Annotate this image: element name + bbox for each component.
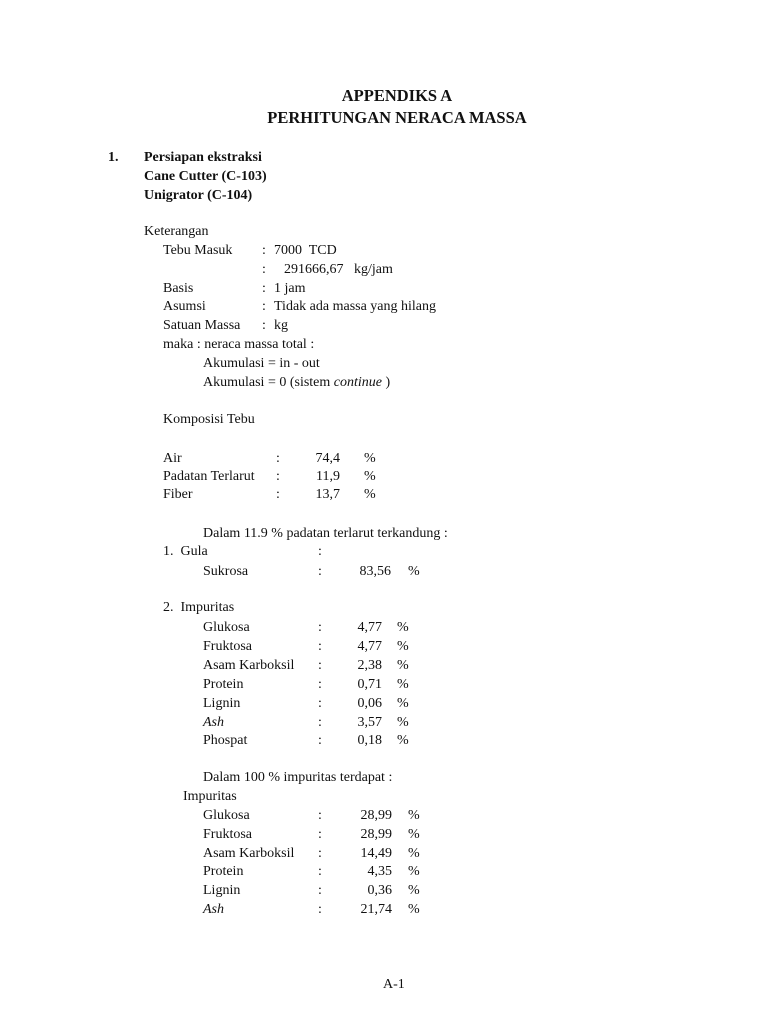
komposisi-heading: Komposisi Tebu [163, 412, 255, 427]
keterangan-row-label: Asumsi [163, 299, 206, 315]
komposisi-unit: % [364, 487, 376, 502]
colon: : [318, 714, 322, 730]
impuritas100-item-unit: % [408, 864, 420, 880]
impuritas100-item-label: Fruktosa [203, 826, 252, 842]
komposisi-label: Padatan Terlarut [163, 469, 255, 484]
impuritas100-item-value: 28,99 [360, 826, 392, 842]
colon: : [318, 733, 322, 749]
komposisi-value: 74,4 [315, 451, 340, 466]
impuritas-item-label: Protein [203, 676, 244, 692]
impuritas100-item-unit: % [408, 845, 420, 861]
komposisi-value: 13,7 [315, 487, 340, 502]
impuritas-item-unit: % [397, 695, 409, 711]
impuritas-item-label: Glukosa [203, 620, 250, 635]
impuritas-intro: Dalam 100 % impuritas terdapat : [203, 770, 393, 785]
impuritas100-item-value: 0,36 [367, 883, 392, 899]
komposisi-label: Air [163, 451, 182, 466]
colon: : [318, 657, 322, 673]
keterangan-row-label: Satuan Massa [163, 318, 241, 334]
equipment-heading: Cane Cutter (C-103) [144, 169, 267, 184]
impuritas100-item-unit: % [408, 883, 420, 899]
impuritas-item-unit: % [397, 733, 409, 749]
colon: : [318, 564, 322, 579]
keterangan-row-value: 291666,67 kg/jam [284, 261, 393, 277]
sukrosa-value: 83,56 [359, 564, 391, 579]
impuritas-item-unit: % [397, 638, 409, 654]
impuritas100-item-unit: % [408, 902, 420, 917]
appendix-title: APPENDIKS A [341, 86, 453, 105]
impuritas-item-label: Ash [203, 714, 224, 730]
impuritas100-item-value: 21,74 [360, 902, 392, 917]
impuritas-item-value: 0,71 [357, 676, 382, 692]
colon: : [318, 676, 322, 692]
colon: : [318, 808, 322, 823]
impuritas-item-unit: % [397, 676, 409, 692]
colon: : [318, 695, 322, 711]
neraca-statement: maka : neraca massa total : [163, 337, 315, 352]
text: Akumulasi = 0 (sistem [203, 375, 334, 390]
impuritas-item-value: 3,57 [357, 714, 382, 730]
impuritas-item-label: Asam Karboksil [203, 657, 295, 673]
text: ) [382, 375, 391, 390]
impuritas-item-unit: % [397, 714, 409, 730]
impuritas100-item-label: Glukosa [203, 808, 250, 823]
colon: : [276, 487, 280, 502]
keterangan-row-value: Tidak ada massa yang hilang [274, 299, 437, 315]
keterangan-row-value: kg [274, 318, 288, 334]
page-title: PERHITUNGAN NERACA MASSA [267, 108, 527, 127]
padatan-intro: Dalam 11.9 % padatan terlarut terkandung : [203, 526, 448, 541]
impuritas100-item-unit: % [408, 826, 420, 842]
keterangan-row-label: Tebu Masuk [163, 243, 233, 258]
keterangan-label: Keterangan [144, 224, 209, 239]
komposisi-value: 11,9 [316, 469, 340, 484]
impuritas-item-value: 2,38 [357, 657, 382, 673]
keterangan-row-value: 1 jam [274, 280, 306, 296]
impuritas100-item-label: Protein [203, 864, 244, 880]
colon: : [318, 544, 322, 559]
section-heading: Persiapan ekstraksi [144, 150, 262, 165]
gula-label: 1. Gula [163, 544, 208, 559]
akumulasi-equation: Akumulasi = in - out [203, 356, 320, 371]
sukrosa-label: Sukrosa [203, 564, 249, 579]
impuritas-item-value: 0,06 [357, 695, 382, 711]
impuritas-item-value: 4,77 [357, 638, 382, 654]
impuritas-item-value: 4,77 [357, 620, 382, 635]
impuritas100-item-label: Ash [203, 902, 224, 917]
komposisi-unit: % [364, 469, 376, 484]
impuritas-label: Impuritas [183, 789, 237, 804]
colon: : [318, 902, 322, 917]
page-number: A-1 [383, 977, 405, 992]
colon: : [276, 451, 280, 466]
colon: : [262, 299, 266, 315]
akumulasi-equation [203, 375, 390, 391]
colon: : [262, 243, 266, 258]
section-number: 1. [108, 150, 119, 165]
colon: : [262, 280, 266, 296]
impuritas-label: 2. Impuritas [163, 600, 235, 615]
impuritas-item-label: Lignin [203, 695, 241, 711]
impuritas-item-label: Fruktosa [203, 638, 252, 654]
impuritas100-item-label: Lignin [203, 883, 241, 899]
colon: : [276, 469, 280, 484]
impuritas100-item-value: 28,99 [360, 808, 392, 823]
keterangan-row-label: Basis [163, 280, 194, 296]
colon: : [318, 845, 322, 861]
impuritas100-item-unit: % [408, 808, 420, 823]
colon: : [318, 883, 322, 899]
komposisi-label: Fiber [163, 487, 193, 502]
equipment-heading: Unigrator (C-104) [144, 188, 253, 203]
sukrosa-unit: % [408, 564, 420, 579]
impuritas100-item-label: Asam Karboksil [203, 845, 295, 861]
impuritas100-item-value: 4,35 [367, 864, 392, 880]
colon: : [318, 864, 322, 880]
text-italic: continue [333, 375, 382, 390]
komposisi-unit: % [364, 451, 376, 466]
impuritas-item-unit: % [397, 620, 409, 635]
keterangan-row-value: 7000 TCD [274, 243, 337, 258]
impuritas-item-label: Phospat [203, 733, 248, 749]
colon: : [318, 826, 322, 842]
impuritas100-item-value: 14,49 [360, 845, 392, 861]
impuritas-item-value: 0,18 [357, 733, 382, 749]
colon: : [262, 318, 266, 334]
colon: : [318, 638, 322, 654]
colon: : [318, 620, 322, 635]
colon: : [262, 261, 266, 277]
impuritas-item-unit: % [397, 657, 409, 673]
